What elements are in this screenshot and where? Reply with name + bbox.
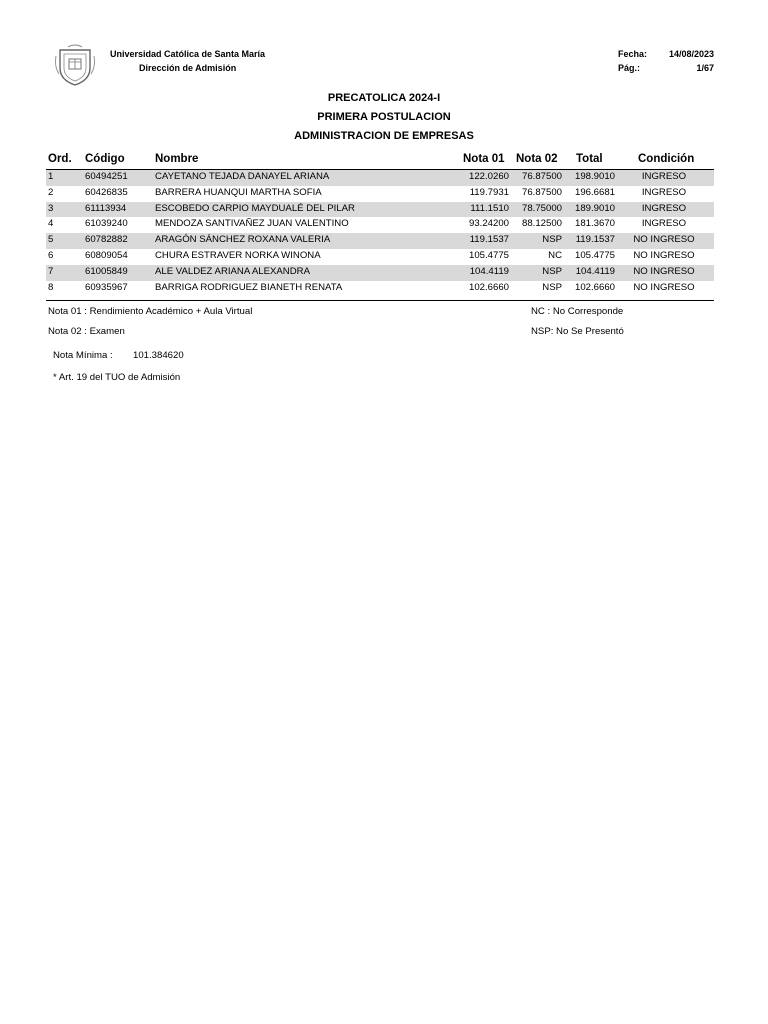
cell-nota02: 76.87500 <box>521 186 562 198</box>
cell-nota01: 93.24200 <box>468 218 509 230</box>
table-row <box>46 202 714 218</box>
cell-ord: 3 <box>48 202 54 214</box>
cell-ord: 5 <box>48 234 54 246</box>
cell-ord: 1 <box>48 171 54 182</box>
cell-nombre: CAYETANO TEJADA DANAYEL ARIANA <box>155 171 330 182</box>
cell-total: 181.3670 <box>574 218 615 230</box>
cell-condicion: NO INGRESO <box>633 250 695 261</box>
table-row <box>46 281 714 297</box>
cell-condicion: INGRESO <box>641 218 687 230</box>
cell-nota01: 119.1537 <box>469 234 509 246</box>
nota-minima-value: 101.384620 <box>133 350 184 361</box>
cell-ord: 4 <box>48 218 54 230</box>
cell-ord: 7 <box>48 265 54 277</box>
university-seal-icon <box>52 42 98 88</box>
report-subtitle: PRIMERA POSTULACION <box>317 111 451 123</box>
cell-codigo: 60426835 <box>85 186 128 198</box>
legend-nota01: Nota 01 : Rendimiento Académico + Aula Virtual <box>48 306 253 317</box>
cell-nombre: MENDOZA SANTIVAÑEZ JUAN VALENTINO <box>155 218 349 230</box>
col-total: Total <box>576 153 603 165</box>
cell-nombre: ALE VALDEZ ARIANA ALEXANDRA <box>155 265 310 277</box>
cell-condicion: NO INGRESO <box>633 265 695 277</box>
cell-condicion: INGRESO <box>641 171 687 182</box>
col-ord: Ord. <box>48 153 72 165</box>
legend-nsp: NSP: No Se Presentó <box>531 326 624 337</box>
table-row <box>46 217 714 233</box>
article-note: * Art. 19 del TUO de Admisión <box>53 372 181 383</box>
table-row <box>46 233 714 249</box>
report-title: PRECATOLICA 2024-I <box>327 92 441 104</box>
table-row <box>46 170 714 186</box>
cell-nombre: ARAGÓN SÁNCHEZ ROXANA VALERIA <box>155 234 331 246</box>
cell-ord: 2 <box>48 186 54 198</box>
cell-condicion: NO INGRESO <box>633 281 695 293</box>
cell-nota01: 119.7931 <box>469 186 509 198</box>
nota-minima-label: Nota Mínima : <box>53 350 113 361</box>
cell-codigo: 60494251 <box>85 171 128 182</box>
cell-nota01: 102.6660 <box>468 281 509 293</box>
date-value: 14/08/2023 <box>668 49 714 59</box>
table-row <box>46 265 714 281</box>
cell-codigo: 60935967 <box>85 281 128 293</box>
cell-codigo: 61005849 <box>85 265 128 277</box>
cell-nota01: 111.1510 <box>470 202 509 214</box>
col-nota01: Nota 01 <box>463 153 505 165</box>
cell-total: 189.9010 <box>574 202 615 214</box>
cell-total: 196.6681 <box>574 186 615 198</box>
legend-nota02: Nota 02 : Examen <box>48 326 125 337</box>
cell-nota02: NSP <box>542 281 562 293</box>
cell-total: 104.4119 <box>575 265 615 277</box>
cell-nota02: NSP <box>542 234 562 246</box>
cell-codigo: 60809054 <box>85 250 128 261</box>
cell-nota02: 78.75000 <box>521 202 562 214</box>
cell-total: 198.9010 <box>574 171 615 182</box>
col-condicion: Condición <box>638 153 695 165</box>
cell-codigo: 61039240 <box>85 218 128 230</box>
table-row <box>46 249 714 265</box>
program-name: ADMINISTRACION DE EMPRESAS <box>294 130 474 142</box>
table-bottom-rule <box>46 300 714 301</box>
cell-nota01: 105.4775 <box>468 250 509 261</box>
cell-total: 105.4775 <box>574 250 615 261</box>
cell-nota02: NSP <box>542 265 562 277</box>
cell-nombre: BARRERA HUANQUI MARTHA SOFIA <box>155 186 322 198</box>
cell-condicion: INGRESO <box>641 202 687 214</box>
page-value: 1/67 <box>696 63 714 73</box>
cell-nombre: BARRIGA RODRIGUEZ BIANETH RENATA <box>155 281 343 293</box>
cell-nota01: 104.4119 <box>469 265 509 277</box>
col-nombre: Nombre <box>155 153 199 165</box>
cell-nota02: 76.87500 <box>521 171 562 182</box>
page-label: Pág.: <box>618 63 641 73</box>
cell-codigo: 60782882 <box>85 234 128 246</box>
department-name: Dirección de Admisión <box>139 63 237 73</box>
table-header <box>46 152 714 170</box>
cell-ord: 6 <box>48 250 54 261</box>
cell-total: 102.6660 <box>574 281 615 293</box>
col-codigo: Código <box>85 153 125 165</box>
cell-nota01: 122.0260 <box>468 171 509 182</box>
col-nota02: Nota 02 <box>516 153 558 165</box>
university-name: Universidad Católica de Santa María <box>110 49 266 59</box>
cell-nombre: ESCOBEDO CARPIO MAYDUALÉ DEL PILAR <box>155 202 355 214</box>
cell-total: 119.1537 <box>575 234 615 246</box>
legend-nc: NC : No Corresponde <box>531 306 624 317</box>
cell-nota02: 88.12500 <box>521 218 562 230</box>
date-label: Fecha: <box>618 49 648 59</box>
cell-codigo: 61113934 <box>85 202 127 214</box>
cell-condicion: NO INGRESO <box>633 234 695 246</box>
cell-ord: 8 <box>48 281 54 293</box>
cell-nombre: CHURA ESTRAVER NORKA WINONA <box>155 250 321 261</box>
cell-nota02: NC <box>548 250 562 261</box>
cell-condicion: INGRESO <box>641 186 687 198</box>
table-row <box>46 186 714 202</box>
